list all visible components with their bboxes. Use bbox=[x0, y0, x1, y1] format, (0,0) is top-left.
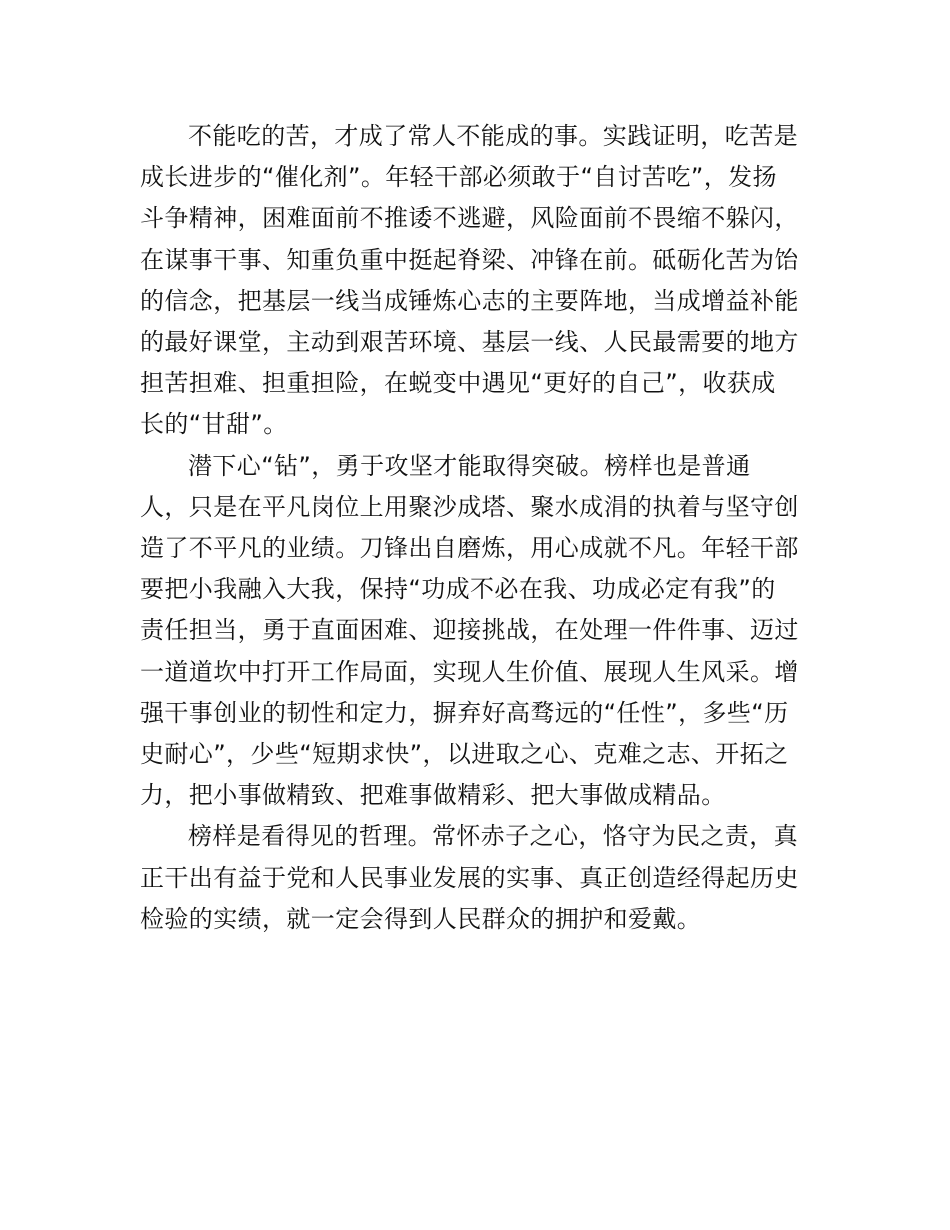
paragraph-line: 力，把小事做精致、把难事做精彩、把大事做成精品。 bbox=[140, 781, 726, 810]
paragraph-2 bbox=[140, 446, 812, 817]
paragraph-1 bbox=[140, 116, 812, 446]
paragraph-line: 成长进步的“催化剂”。年轻干部必须敢于“自讨苦吃”，发扬 bbox=[140, 163, 777, 192]
document-body bbox=[140, 116, 812, 940]
paragraph-line: 一道道坎中打开工作局面，实现人生价值、展现人生风采。增 bbox=[140, 657, 799, 686]
paragraph-line: 责任担当，勇于直面困难、迎接挑战，在处理一件件事、迈过 bbox=[140, 616, 799, 645]
paragraph-line: 潜下心“钻”，勇于攻坚才能取得突破。榜样也是普通 bbox=[188, 451, 751, 480]
paragraph-line: 的最好课堂，主动到艰苦环境、基层一线、人民最需要的地方 bbox=[140, 328, 799, 357]
paragraph-line: 不能吃的苦，才成了常人不能成的事。实践证明，吃苦是 bbox=[188, 122, 798, 150]
paragraph-line: 在谋事干事、知重负重中挺起脊梁、冲锋在前。砥砺化苦为饴 bbox=[140, 245, 799, 274]
paragraph-line: 正干出有益于党和人民事业发展的实事、真正创造经得起历史 bbox=[140, 863, 799, 892]
paragraph-line: 检验的实绩，就一定会得到人民群众的拥护和爱戴。 bbox=[140, 904, 702, 933]
paragraph-line: 要把小我融入大我，保持“功成不必在我、功成必定有我”的 bbox=[140, 575, 776, 604]
paragraph-line: 的信念，把基层一线当成锤炼心志的主要阵地，当成增益补能 bbox=[140, 286, 799, 315]
paragraph-line: 担苦担难、担重担险，在蜕变中遇见“更好的自己”，收获成 bbox=[140, 369, 776, 398]
paragraph-line: 人，只是在平凡岗位上用聚沙成塔、聚水成涓的执着与坚守创 bbox=[140, 492, 799, 521]
paragraph-line: 榜样是看得见的哲理。常怀赤子之心，恪守为民之责，真 bbox=[188, 822, 798, 851]
paragraph-line: 长的“甘甜”。 bbox=[140, 410, 288, 439]
paragraph-3 bbox=[140, 816, 812, 940]
paragraph-line: 斗争精神，困难面前不推诿不逃避，风险面前不畏缩不躲闪， bbox=[140, 204, 799, 233]
paragraph-line: 造了不平凡的业绩。刀锋出自磨炼，用心成就不凡。年轻干部 bbox=[140, 534, 799, 563]
paragraph-line: 强干事创业的韧性和定力，摒弃好高骛远的“任性”，多些“历 bbox=[140, 698, 789, 727]
paragraph-line: 史耐心”，少些“短期求快”，以进取之心、克难之志、开拓之 bbox=[140, 740, 789, 769]
